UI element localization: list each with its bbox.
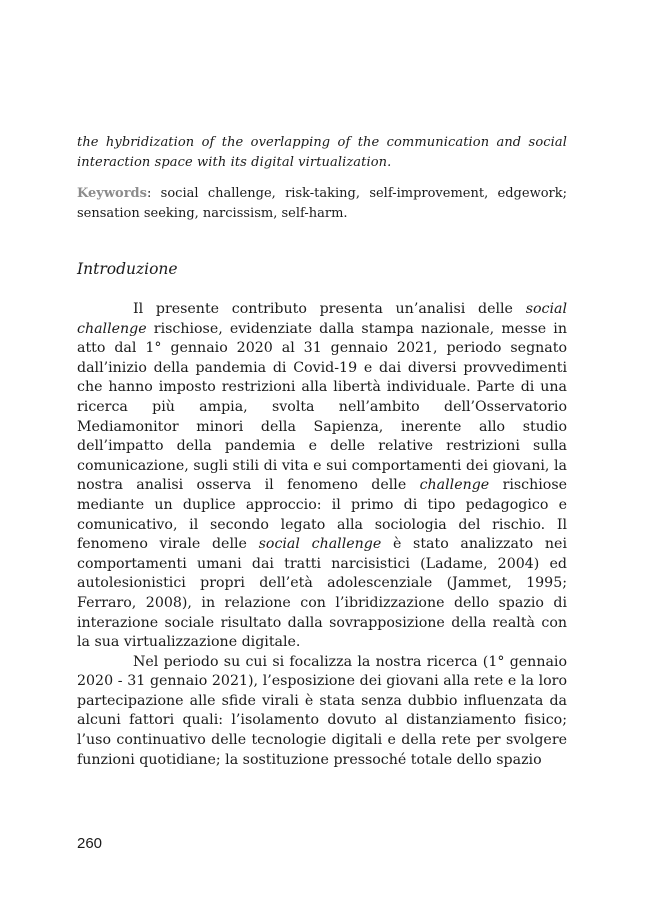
keywords-label: Keywords [77, 186, 147, 201]
emphasis-social-challenge: social challenge [258, 536, 382, 553]
paragraph-1-text: è stato analizzato nei comportamenti umani dai tratti narcisistici (Ladame, 2004) ed autolesionistici propri dell’età adolescenziale (Jammet, 1995; Ferraro, 2008), in relazione con l’ibridizzazione dello spazio di interazione sociale risultato dalla sovrapposizione della realtà con la sua virtualizzazione digitale. [77, 536, 567, 651]
paragraph-1 [77, 300, 567, 653]
keywords-list: social challenge, risk-taking, self-improvement, edgework; sensation seeking, narcissism, self-harm. [77, 186, 567, 221]
abstract-continuation: the hybridization of the overlapping of the communication and social interaction space with its digital virtualization. [77, 135, 567, 170]
section-heading-introduzione: Introduzione [77, 260, 178, 278]
keywords-block [77, 184, 567, 224]
body-text [77, 300, 567, 770]
paragraph-1-text: rischiose mediante un duplice approccio: il primo di tipo pedagogico e comunicativo, il secondo legato alla sociologia del rischio. Il fenomeno virale delle [77, 477, 568, 553]
paragraph-2: Nel periodo su cui si focalizza la nostra ricerca (1° gennaio 2020 - 31 gennaio 2021), l’esposizione dei giovani alla rete e la loro partecipazione alle sfide virali è stata senza dubbio influenzata da alcuni fattori quali: l’isolamento dovuto al distanziamento fisico; l’uso continuativo delle tecnologie digitali e della rete per svolgere funzioni quotidiane; la sostituzione pressoché totale dello spazio [77, 653, 567, 768]
page-number: 260 [77, 835, 103, 852]
emphasis-social-challenge: social challenge [77, 301, 567, 337]
paragraph-1-text: rischiose, evidenziate dalla stampa nazionale, messe in atto dal 1° gennaio 2020 al 31 gennaio 2021, periodo segnato dall’inizio della pandemia di Covid-19 e dai diversi provvedimenti che hanno imposto restrizioni alla libertà individuale. Parte di una ricerca più ampia, svolta nell’ambito dell’Osservatorio Mediamonitor minori della Sapienza, inerente allo studio dell’impatto della pandemia e delle relative restrizioni sulla comunicazione, sugli stili di vita e sui comportamenti dei giovani, la nostra analisi osserva il fenomeno delle [77, 320, 567, 494]
paragraph-1-text: Il presente contributo presenta un’analisi delle [133, 301, 526, 317]
keywords-separator: : [146, 186, 161, 201]
emphasis-challenge: challenge [419, 477, 490, 494]
